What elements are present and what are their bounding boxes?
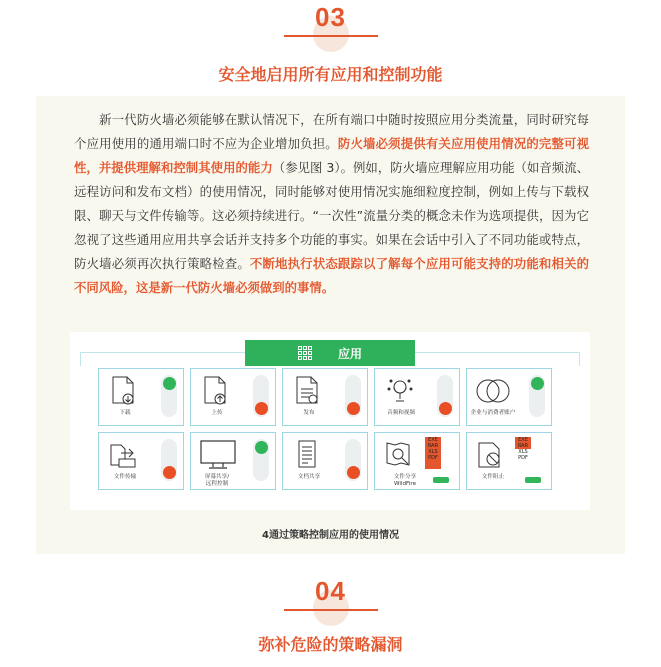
app-header-label: 应用	[337, 346, 362, 361]
section-number: 04	[315, 576, 346, 606]
para-highlight-2: 不断地执行状态跟踪以了解每个应用可能支持的功能和相关的不同风险，这是新一代防火墙必须做到的事情。	[74, 256, 590, 295]
upload-doc-icon	[199, 375, 233, 407]
content-card	[36, 96, 625, 554]
grid-icon	[298, 346, 312, 360]
status-button[interactable]	[525, 477, 541, 483]
toggle-switch[interactable]	[529, 375, 545, 417]
publish-doc-icon	[291, 375, 325, 407]
tile-label: 屏幕共享/ 远程控制	[204, 474, 230, 487]
tile-label: 上传	[211, 410, 223, 416]
tile-label: 下载	[119, 410, 131, 416]
toggle-on-dot	[531, 377, 544, 390]
figure-caption: 4通过策略控制应用的使用情况	[262, 530, 399, 541]
toggle-on-dot	[163, 377, 176, 390]
toggle-switch[interactable]	[345, 375, 361, 417]
tile-label: 企业与消费者账户	[470, 410, 516, 416]
toggle-switch[interactable]	[345, 439, 361, 481]
status-button[interactable]	[433, 477, 449, 483]
document-share-icon	[291, 439, 325, 471]
section-title: 弥补危险的策略漏洞	[258, 635, 403, 654]
tile-label: 文档共享	[297, 474, 321, 480]
tile-upload	[190, 368, 276, 426]
toggle-off-dot	[163, 466, 176, 479]
para-highlight-1: 防火墙必须提供有关应用使用情况的完整可视性，并提供理解和控制其使用的能力	[74, 136, 590, 175]
tile-file-transfer	[98, 432, 184, 490]
toggle-off-dot	[439, 402, 452, 415]
toggle-switch[interactable]	[161, 439, 177, 481]
para-text-1: 新一代防火墙必须能够在默认情况下，在所有端口中随时按照应用分类流量，同时研究每个应用使用的通用端口时不应为企业增加负担。	[74, 112, 589, 151]
tile-file-block	[466, 432, 552, 490]
tile-wildfire	[374, 432, 460, 490]
tile-document-share	[282, 432, 368, 490]
para-text-2: （参见图 3）。例如，防火墙应理解应用功能（如音频流、远程访问和发布文档）的使用情况，同时能够对使用情况实施细粒度控制，例如上传与下载权限、聊天与文件传输等。这必须持续进行。“一次性”流量分类的概念未作为选项提供，因为它忽视了这些通用应用共享会话并支持多个功能的事实。如果在会话中引入了不同功能或特点，防火墙必须再次执行策略检查。	[74, 160, 590, 271]
file-scan-icon	[383, 439, 417, 471]
toggle-off-dot	[347, 466, 360, 479]
section-number: 03	[315, 2, 346, 32]
tile-publish	[282, 368, 368, 426]
file-block-icon	[475, 439, 509, 471]
connector-line-left	[80, 352, 81, 366]
section-title: 安全地启用所有应用和控制功能	[218, 65, 443, 84]
number-underline	[284, 35, 378, 37]
body-paragraph	[74, 108, 589, 300]
tile-download	[98, 368, 184, 426]
toggle-switch[interactable]	[437, 375, 453, 417]
tile-label: 文件分享 WildFire	[393, 474, 417, 487]
toggle-off-dot	[255, 402, 268, 415]
toggle-switch[interactable]	[161, 375, 177, 417]
number-underline	[284, 609, 378, 611]
file-type-badge: EXE RAR XLS PDF	[425, 437, 441, 469]
app-header-banner	[245, 340, 415, 366]
file-type-badge: EXE RAR XLS PDF	[515, 437, 531, 469]
toggle-switch[interactable]	[253, 375, 269, 417]
toggle-switch[interactable]	[253, 439, 269, 481]
monitor-icon	[199, 439, 239, 471]
tile-audio-video	[374, 368, 460, 426]
toggle-off-dot	[347, 402, 360, 415]
figure-app-control	[70, 332, 590, 510]
tile-label: 音频和视频	[387, 410, 415, 416]
audio-video-icon	[383, 375, 417, 407]
connector-line-right	[579, 352, 580, 366]
download-doc-icon	[107, 375, 141, 407]
tile-accounts	[466, 368, 552, 426]
tile-label: 发布	[303, 410, 315, 416]
tile-screen-share	[190, 432, 276, 490]
overlap-circles-icon	[473, 375, 513, 407]
tile-label: 文件传输	[113, 474, 137, 480]
file-transfer-icon	[107, 439, 141, 471]
toggle-on-dot	[255, 441, 268, 454]
tile-label: 文件阻止	[481, 474, 505, 480]
